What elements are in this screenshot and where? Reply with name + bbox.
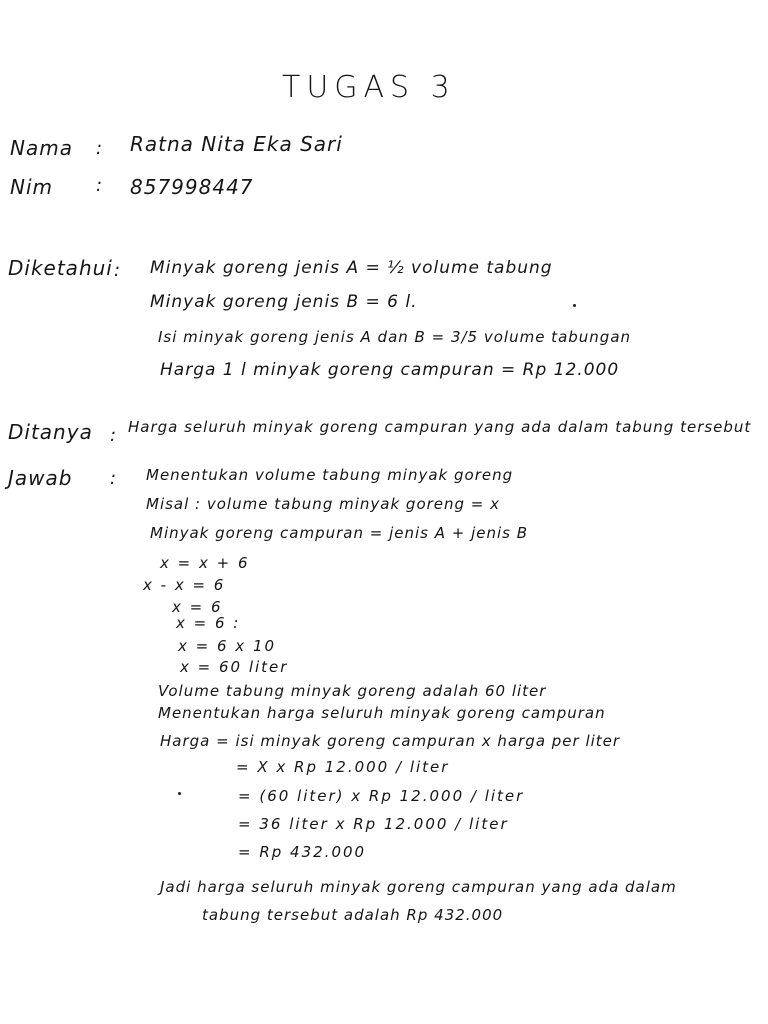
nim-value: 857998447 — [130, 175, 254, 199]
math-step: = (60 liter) x Rp 12.000 / liter — [238, 787, 525, 805]
ditanya-label: Ditanya — [8, 420, 93, 444]
nim-label: Nim — [10, 175, 53, 199]
jawab-line: Harga = isi minyak goreng campuran x harga per liter — [160, 732, 621, 750]
nama-label: Nama — [10, 136, 73, 160]
jawab-line: Menentukan harga seluruh minyak goreng campuran — [158, 704, 606, 722]
ditanya-colon: : — [110, 425, 118, 446]
math-step: x - x = 6 — [143, 576, 226, 594]
math-step: = 36 liter x Rp 12.000 / liter — [238, 815, 509, 833]
math-step: x = x + 6 — [160, 554, 250, 572]
page-title: TUGAS 3 — [282, 70, 456, 105]
stray-dot — [178, 792, 181, 795]
diketahui-label: Diketahui — [8, 256, 113, 280]
nama-value: Ratna Nita Eka Sari — [130, 132, 343, 156]
jawab-line: Menentukan volume tabung minyak goreng — [146, 466, 514, 484]
math-step: x = 6 — [172, 598, 223, 616]
diketahui-line: Isi minyak goreng jenis A dan B = 3/5 volume tabungan — [158, 328, 632, 346]
diketahui-line: Minyak goreng jenis B = 6 l. — [150, 292, 418, 312]
jawab-line: Volume tabung minyak goreng adalah 60 liter — [158, 682, 547, 700]
math-step: = X x Rp 12.000 / liter — [236, 758, 450, 776]
math-step: = Rp 432.000 — [238, 843, 367, 861]
jawab-line: Misal : volume tabung minyak goreng = x — [146, 495, 501, 513]
jawab-colon: : — [110, 468, 118, 489]
nim-colon: : — [96, 175, 104, 196]
math-step: x = 60 liter — [180, 658, 289, 676]
diketahui-line: Minyak goreng jenis A = ½ volume tabung — [150, 258, 553, 278]
jawab-label: Jawab — [8, 466, 73, 490]
stray-dot — [573, 304, 576, 307]
conclusion-line: Jadi harga seluruh minyak goreng campuran yang ada dalam — [160, 878, 677, 896]
ditanya-text: Harga seluruh minyak goreng campuran yang ada dalam tabung tersebut — [128, 418, 752, 436]
jawab-line: Minyak goreng campuran = jenis A + jenis B — [150, 524, 529, 542]
nama-colon: : — [96, 138, 104, 159]
math-step: x = 6 x 10 — [178, 637, 277, 655]
conclusion-line: tabung tersebut adalah Rp 432.000 — [202, 906, 504, 924]
diketahui-colon: : — [114, 260, 122, 281]
math-step: x = 6 : — [176, 614, 241, 632]
diketahui-line: Harga 1 l minyak goreng campuran = Rp 12.000 — [160, 360, 620, 380]
